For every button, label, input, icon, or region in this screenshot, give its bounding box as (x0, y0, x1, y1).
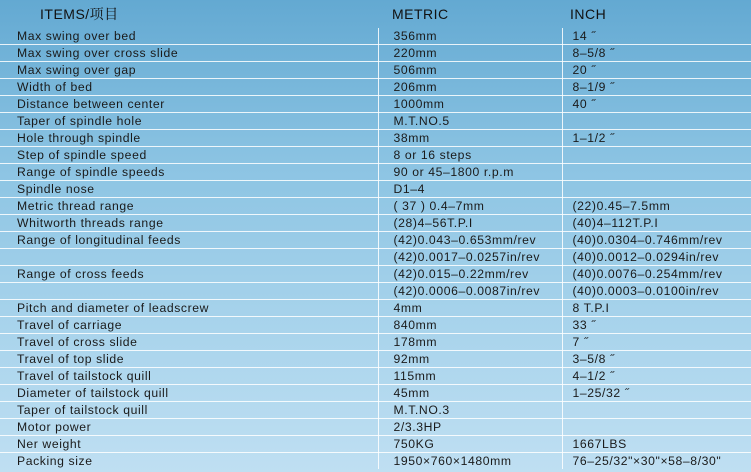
table-row (0, 147, 751, 164)
item-cell: Range of cross feeds (0, 266, 378, 283)
table-row (0, 28, 751, 45)
item-cell: Width of bed (0, 79, 378, 96)
table-row (0, 62, 751, 79)
table-row (0, 351, 751, 368)
item-cell: Motor power (0, 419, 378, 436)
item-cell: Packing size (0, 453, 378, 470)
table-row (0, 453, 751, 470)
item-cell: Hole through spindle (0, 130, 378, 147)
inch-cell: 8–5/8 ˝ (562, 45, 751, 62)
item-cell: Max swing over gap (0, 62, 378, 79)
item-cell: Max swing over bed (0, 28, 378, 45)
inch-cell: 14 ˝ (562, 28, 751, 45)
metric-cell: (42)0.015–0.22mm/rev (378, 266, 562, 283)
item-cell (0, 249, 378, 266)
metric-cell: 506mm (378, 62, 562, 79)
item-cell: Pitch and diameter of leadscrew (0, 300, 378, 317)
inch-cell: 33 ˝ (562, 317, 751, 334)
item-cell: Distance between center (0, 96, 378, 113)
table-row (0, 402, 751, 419)
table-row (0, 130, 751, 147)
metric-cell: 1950×760×1480mm (378, 453, 562, 470)
table-row (0, 368, 751, 385)
table-row (0, 385, 751, 402)
inch-cell: 3–5/8 ˝ (562, 351, 751, 368)
inch-cell: 76–25/32"×30"×58–8/30" (572, 454, 722, 468)
table-row (0, 198, 751, 215)
table-row (0, 249, 751, 266)
metric-cell: 356mm (378, 28, 562, 45)
metric-cell: 206mm (378, 79, 562, 96)
metric-cell: 45mm (378, 385, 562, 402)
header-inch: INCH (570, 6, 607, 22)
metric-cell: 90 or 45–1800 r.p.m (378, 164, 562, 181)
metric-cell: 1000mm (378, 96, 562, 113)
table-row (0, 45, 751, 62)
inch-cell (562, 419, 751, 436)
inch-cell (562, 181, 751, 198)
item-cell: Travel of tailstock quill (0, 368, 378, 385)
item-cell: Metric thread range (0, 198, 378, 215)
inch-cell (562, 402, 751, 419)
item-cell: Whitworth threads range (0, 215, 378, 232)
item-cell (0, 283, 378, 300)
header-items: ITEMS/项目 (40, 6, 119, 22)
inch-cell: 40 ˝ (562, 96, 751, 113)
inch-cell: (40)4–112T.P.I (562, 215, 751, 232)
inch-cell: (22)0.45–7.5mm (562, 198, 751, 215)
inch-cell (562, 164, 751, 181)
metric-cell: 2/3.3HP (378, 419, 562, 436)
table-row (0, 164, 751, 181)
item-cell: Travel of carriage (0, 317, 378, 334)
inch-cell: 20 ˝ (562, 62, 751, 79)
inch-cell: (40)0.0304–0.746mm/rev (562, 232, 751, 249)
item-cell: Range of spindle speeds (0, 164, 378, 181)
inch-cell: 4–1/2 ˝ (562, 368, 751, 385)
inch-cell: 1–25/32 ˝ (562, 385, 751, 402)
table-row (0, 96, 751, 113)
table-row (0, 283, 751, 300)
metric-cell: (42)0.0006–0.0087in/rev (378, 283, 562, 300)
metric-cell: 8 or 16 steps (378, 147, 562, 164)
header-metric: METRIC (392, 6, 449, 22)
metric-cell: 750KG (378, 436, 562, 453)
metric-cell: (42)0.0017–0.0257in/rev (378, 249, 562, 266)
inch-cell: 7 ˝ (562, 334, 751, 351)
metric-cell: 178mm (378, 334, 562, 351)
metric-cell: (28)4–56T.P.I (378, 215, 562, 232)
inch-cell: (40)0.0076–0.254mm/rev (562, 266, 751, 283)
table-row (0, 79, 751, 96)
item-cell: Travel of cross slide (0, 334, 378, 351)
inch-cell: (40)0.0012–0.0294in/rev (562, 249, 751, 266)
table-row (0, 419, 751, 436)
table-row (0, 266, 751, 283)
item-cell: Taper of spindle hole (0, 113, 378, 130)
table-row (0, 232, 751, 249)
inch-cell: 1667LBS (562, 436, 751, 453)
table-row (0, 436, 751, 453)
metric-cell: 220mm (378, 45, 562, 62)
metric-cell: ( 37 ) 0.4–7mm (378, 198, 562, 215)
metric-cell: 4mm (378, 300, 562, 317)
metric-cell: M.T.NO.3 (378, 402, 562, 419)
spec-table (0, 28, 751, 469)
inch-cell: (40)0.0003–0.0100in/rev (562, 283, 751, 300)
item-cell: Travel of top slide (0, 351, 378, 368)
table-row (0, 215, 751, 232)
metric-cell: D1–4 (378, 181, 562, 198)
item-cell: Max swing over cross slide (0, 45, 378, 62)
metric-cell: 92mm (378, 351, 562, 368)
metric-cell: (42)0.043–0.653mm/rev (378, 232, 562, 249)
item-cell: Ner weight (0, 436, 378, 453)
metric-cell: 840mm (378, 317, 562, 334)
inch-cell: 8–1/9 ˝ (562, 79, 751, 96)
inch-cell (562, 147, 751, 164)
item-cell: Taper of tailstock quill (0, 402, 378, 419)
table-row (0, 300, 751, 317)
item-cell: Diameter of tailstock quill (0, 385, 378, 402)
metric-cell: M.T.NO.5 (378, 113, 562, 130)
table-row (0, 181, 751, 198)
item-cell: Range of longitudinal feeds (0, 232, 378, 249)
metric-cell: 38mm (378, 130, 562, 147)
inch-cell: 1–1/2 ˝ (562, 130, 751, 147)
item-cell: Step of spindle speed (0, 147, 378, 164)
metric-cell: 115mm (378, 368, 562, 385)
spec-table-body (0, 28, 751, 469)
inch-cell (562, 113, 751, 130)
table-row (0, 113, 751, 130)
inch-cell: 8 T.P.I (562, 300, 751, 317)
table-row (0, 334, 751, 351)
table-row (0, 317, 751, 334)
item-cell: Spindle nose (0, 181, 378, 198)
table-header (0, 0, 751, 28)
